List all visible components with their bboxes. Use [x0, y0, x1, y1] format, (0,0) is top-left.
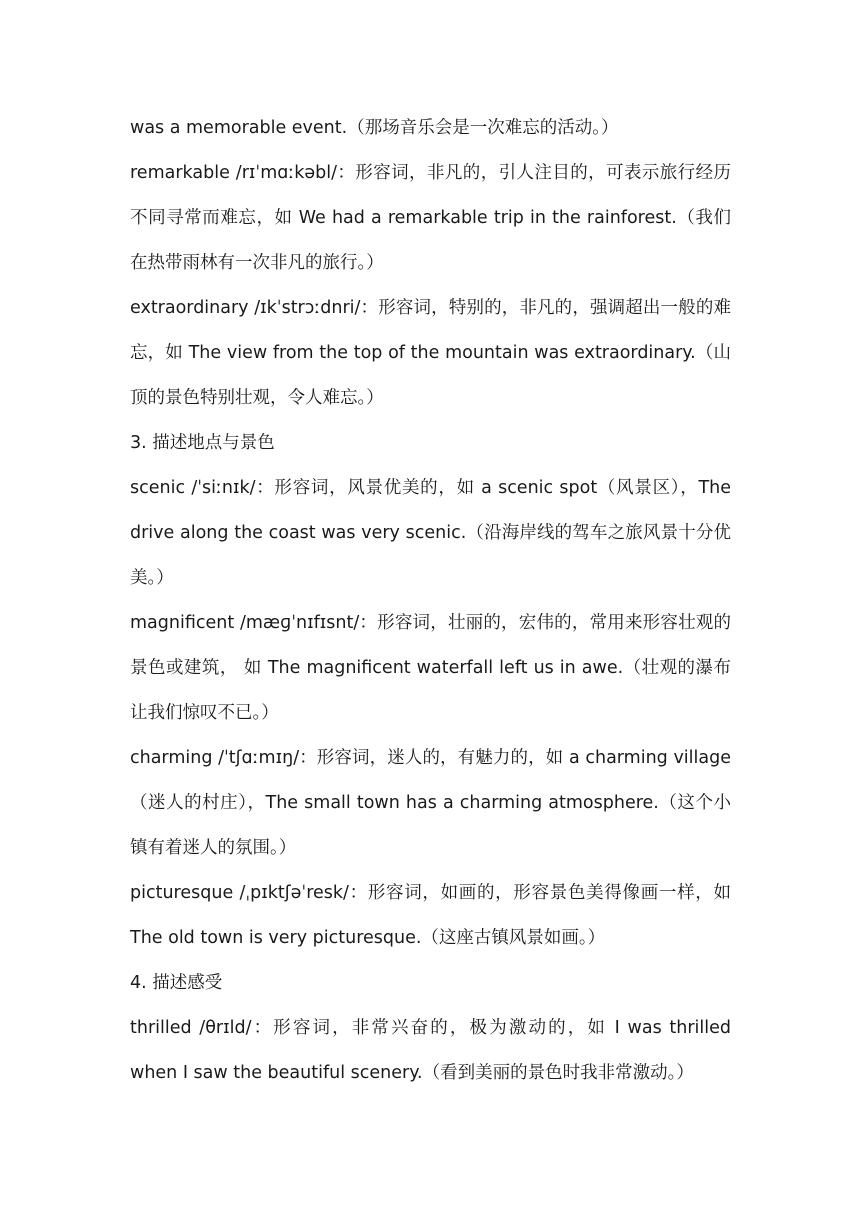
paragraph-remarkable: remarkable /rɪˈmɑːkəbl/：形容词，非凡的，引人注目的，可表示旅行经历不同寻常而难忘，如 We had a remarkable trip in the rainforest.（我们在热带雨林有一次非凡的旅行。） [130, 163, 731, 273]
section-heading-places: 3. 描述地点与景色 [130, 433, 275, 453]
section-heading-feelings: 4. 描述感受 [130, 973, 223, 993]
paragraph-picturesque: picturesque /ˌpɪktʃəˈresk/：形容词，如画的，形容景色美得像画一样，如 The old town is very picturesque.（这座古镇风景如画。） [130, 883, 731, 948]
paragraph-charming: charming /ˈtʃɑːmɪŋ/：形容词，迷人的，有魅力的，如 a charming village（迷人的村庄），The small town has a charming atmosphere.（这个小镇有着迷人的氛围。） [130, 748, 731, 858]
paragraph-magnificent: magnificent /mæɡˈnɪfɪsnt/：形容词，壮丽的，宏伟的，常用来形容壮观的景色或建筑， 如 The magnificent waterfall left us in awe.（壮观的瀑布让我们惊叹不已。） [130, 613, 731, 723]
paragraph-extraordinary: extraordinary /ɪkˈstrɔːdnri/：形容词，特别的，非凡的，强调超出一般的难忘，如 The view from the top of the mountain was extraordinary.（山顶的景色特别壮观，令人难忘。） [130, 298, 731, 408]
paragraph-scenic: scenic /ˈsiːnɪk/：形容词，风景优美的，如 a scenic spot（风景区），The drive along the coast was very scenic.（沿海岸线的驾车之旅风景十分优美。） [130, 478, 731, 588]
document-body [130, 106, 731, 1096]
paragraph-memorable-example: was a memorable event.（那场音乐会是一次难忘的活动。） [130, 118, 619, 138]
paragraph-thrilled: thrilled /θrɪld/：形容词，非常兴奋的，极为激动的，如 I was thrilled when I saw the beautiful scenery.（看到美丽的景色时我非常激动。） [130, 1018, 731, 1083]
